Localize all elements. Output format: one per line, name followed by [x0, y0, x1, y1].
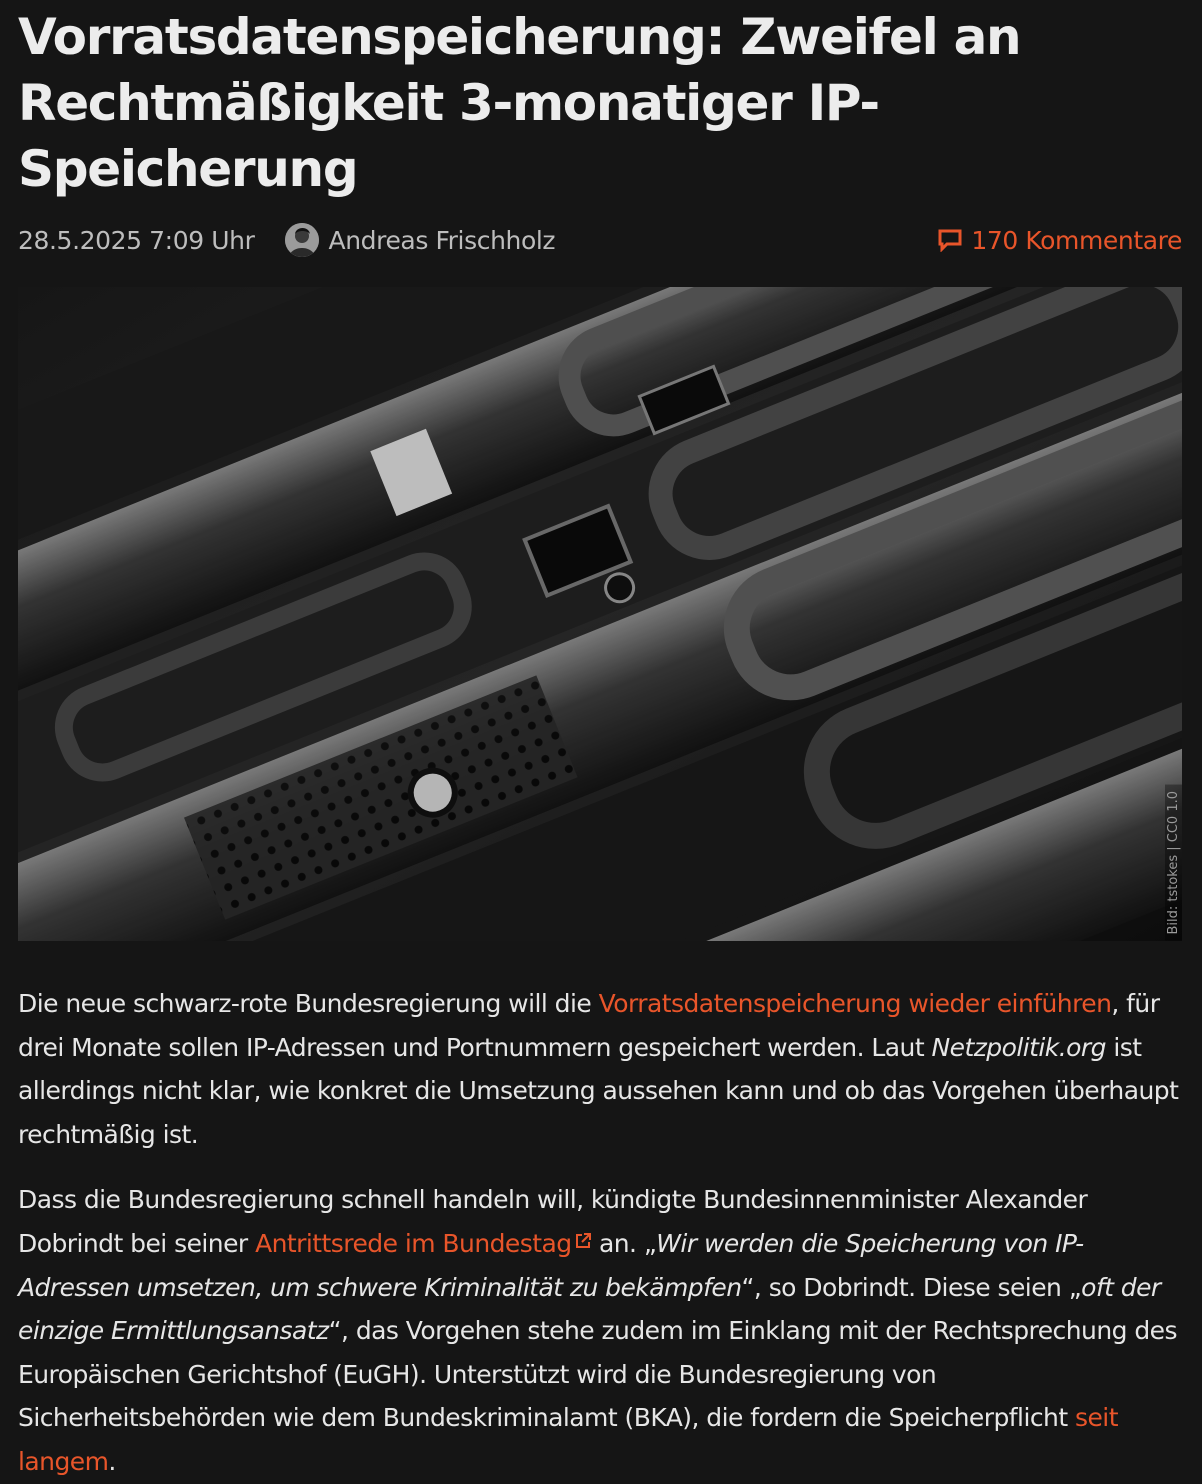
- text-segment: an. „: [591, 1228, 657, 1258]
- author-name: Andreas Frischholz: [328, 225, 556, 255]
- article-date: 28.5.2025 7:09 Uhr: [18, 225, 255, 255]
- article-body: [18, 982, 1182, 1484]
- link-antrittsrede[interactable]: [255, 1229, 592, 1258]
- author-avatar: [285, 223, 319, 257]
- text-segment: Die neue schwarz-rote Bundesregierung will die: [18, 989, 599, 1018]
- quote: oft der einzige Ermittlungsansatz: [18, 1272, 1161, 1346]
- hero-image: [18, 287, 1182, 941]
- link-seit-langem[interactable]: seit langem: [18, 1403, 1118, 1476]
- server-rack-photo: [18, 287, 1182, 941]
- text-segment: “, das Vorgehen stehe zudem im Einklang mit der Rechtsprechung des Europäischen Gerichtshof (EuGH). Unterstützt wird die Bundesregierung von Sicherheitsbehörden wie dem Bundeskriminalamt (BKA), die fordern die Speicherpflicht: [18, 1316, 1177, 1433]
- author-link[interactable]: [285, 223, 556, 257]
- quote: Wir werden die Speicherung von IP-Adressen umsetzen, um schwere Kriminalität zu bekämpfen: [18, 1228, 1084, 1302]
- text-segment: , für drei Monate sollen IP-Adressen und Portnummern gespeichert werden. Laut: [18, 989, 1160, 1062]
- external-link-icon: [574, 1232, 592, 1250]
- text-segment: ist allerdings nicht klar, wie konkret die Umsetzung aussehen kann und ob das Vorgehen überhaupt rechtmäßig ist.: [18, 1032, 1179, 1149]
- article-paragraph: [18, 1178, 1182, 1483]
- article-meta: [18, 218, 1182, 262]
- text-segment: Dass die Bundesregierung schnell handeln will, kündigte Bundesinnenminister Alexander Dobrindt bei seiner: [18, 1185, 1088, 1258]
- article-title: Vorratsdatenspeicherung: Zweifel an Rechtmäßigkeit 3-monatiger IP-Speicherung: [18, 8, 1021, 198]
- link-vorratsdatenspeicherung[interactable]: Vorratsdatenspeicherung wieder einführen: [598, 989, 1112, 1018]
- image-credit: Bild: tstokes | CC0 1.0: [1165, 785, 1182, 941]
- text-segment: .: [108, 1446, 116, 1476]
- source-name: Netzpolitik.org: [931, 1032, 1106, 1062]
- text-segment: “, so Dobrindt. Diese seien „: [741, 1272, 1082, 1302]
- link-label: Antrittsrede im Bundestag: [255, 1228, 572, 1258]
- article-paragraph: [18, 982, 1182, 1156]
- comments-count-label: 170 Kommentare: [971, 225, 1182, 255]
- speech-bubble-icon: [937, 228, 963, 252]
- comments-link[interactable]: [937, 226, 1182, 255]
